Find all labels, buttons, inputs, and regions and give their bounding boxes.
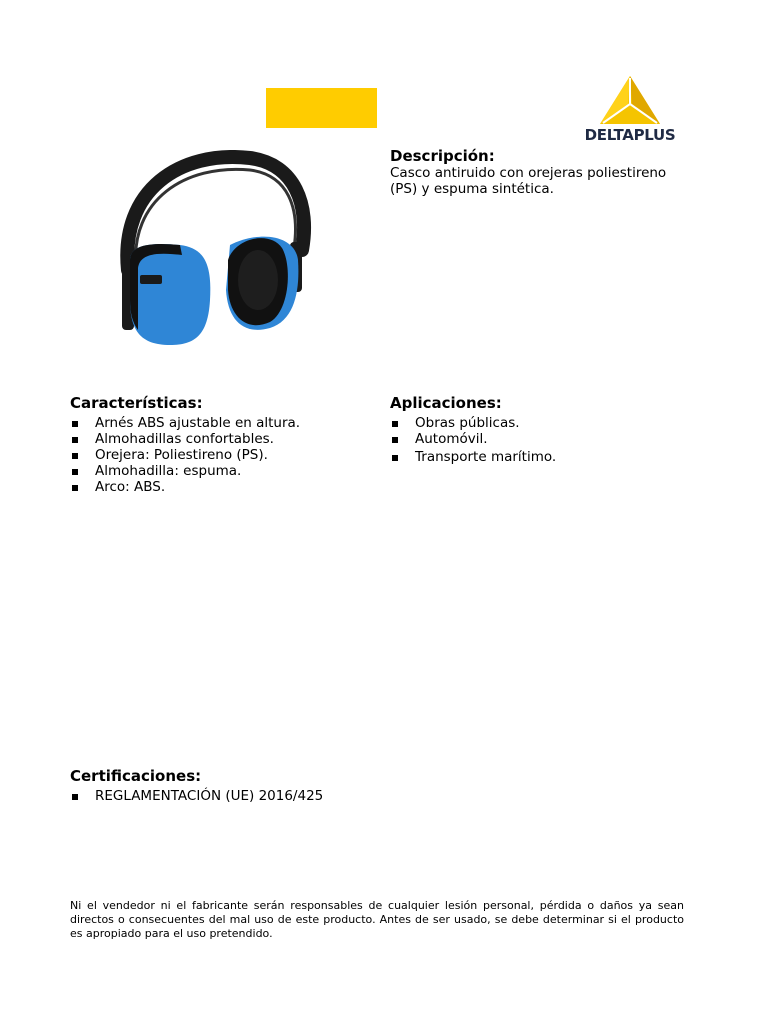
bullet-square-icon (72, 453, 78, 459)
bullet-square-icon (72, 469, 78, 475)
list-item: Almohadillas confortables. (70, 431, 300, 447)
bullet-square-icon (392, 421, 398, 427)
list-item: REGLAMENTACIÓN (UE) 2016/425 (70, 788, 323, 804)
bullet-square-icon (72, 794, 78, 800)
bullet-square-icon (392, 455, 398, 461)
list-item: Arnés ABS ajustable en altura. (70, 415, 300, 431)
certifications-list (70, 788, 323, 804)
logo-text: DELTAPLUS (584, 126, 676, 144)
bullet-square-icon (392, 437, 398, 443)
description-line-1: Casco antiruido con orejeras poliestireno (390, 165, 667, 181)
deltaplus-logo (575, 74, 685, 146)
bullet-square-icon (72, 437, 78, 443)
earmuff-product-image (110, 150, 315, 355)
certifications-heading: Certificaciones: (70, 767, 202, 785)
applications-heading: Aplicaciones: (390, 394, 502, 412)
features-list (70, 415, 300, 495)
list-item: Arco: ABS. (70, 479, 300, 495)
description-line-2: (PS) y espuma sintética. (390, 181, 554, 197)
yellow-color-block (266, 88, 377, 128)
list-item: Transporte marítimo. (390, 449, 556, 465)
disclaimer-text: Ni el vendedor ni el fabricante serán responsables de cualquier lesión personal, pérdida o daños ya sean directos o consecuentes del mal uso de este producto. Antes de ser usado, se debe determinar si el producto es apropiado para el uso pretendido. (70, 899, 684, 940)
bullet-square-icon (72, 421, 78, 427)
deltaplus-triangle-icon (598, 74, 662, 126)
list-item: Obras públicas. (390, 415, 556, 431)
bullet-square-icon (72, 485, 78, 491)
features-heading: Características: (70, 394, 203, 412)
description-heading: Descripción: (390, 147, 495, 165)
list-item: Automóvil. (390, 431, 556, 447)
list-item: Almohadilla: espuma. (70, 463, 300, 479)
applications-list (390, 415, 556, 465)
list-item: Orejera: Poliestireno (PS). (70, 447, 300, 463)
